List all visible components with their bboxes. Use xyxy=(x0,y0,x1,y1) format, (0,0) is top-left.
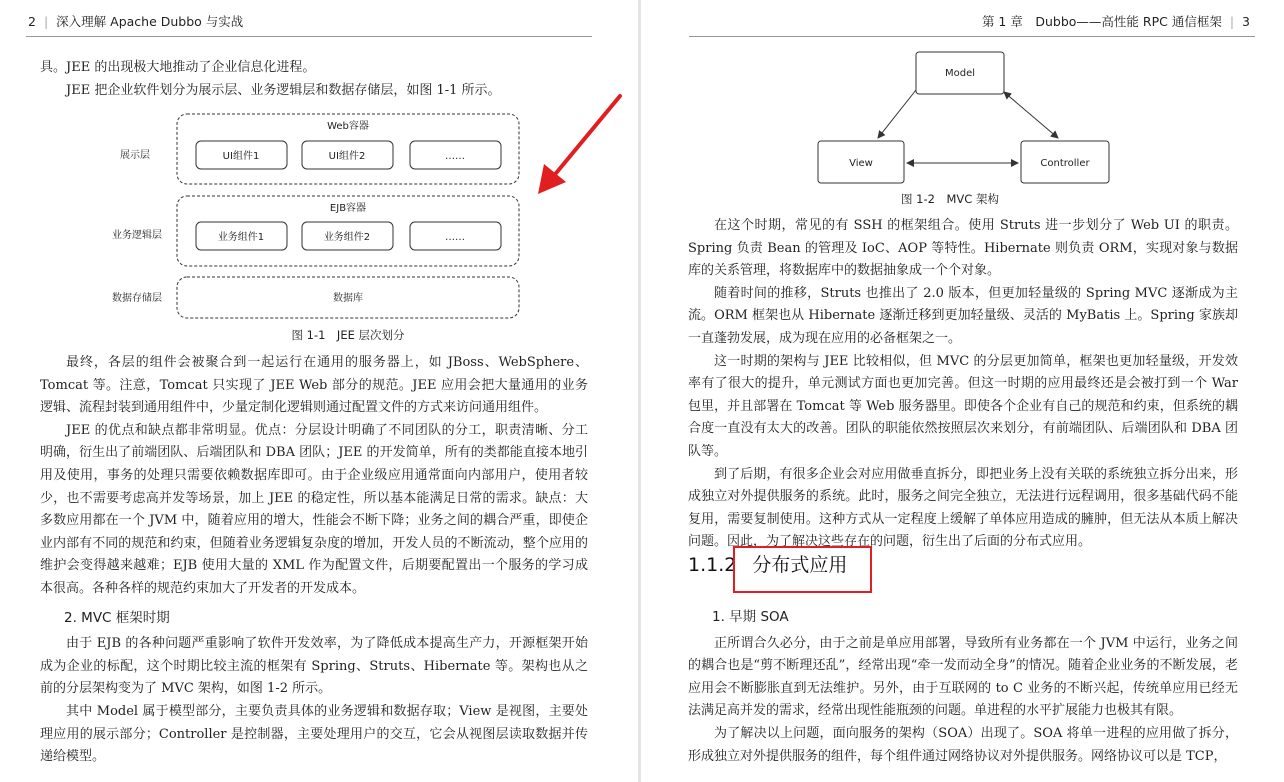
left-text-bottom xyxy=(40,352,588,769)
figure-1-2-caption: 图 1-2 MVC 架构 xyxy=(901,192,999,206)
ui-component-1-label: UI组件1 xyxy=(222,151,260,162)
controller-model-arrow xyxy=(1004,92,1058,138)
layer-label-presentation: 展示层 xyxy=(120,150,150,161)
left-header: 2 | 深入理解 Apache Dubbo 与实战 xyxy=(28,14,244,29)
paragraph: 其中 Model 属于模型部分，主要负责具体的业务逻辑和数据存取；View 是视图，主要处理应用的展示部分；Controller 是控制器，主要处理用户的交互，它会从视图层读取数据并传递给模型。 xyxy=(40,703,588,765)
left-header-rule xyxy=(26,36,592,37)
paragraph: 最终，各层的组件会被聚合到一起运行在通用的服务器上，如 JBoss、WebSphere、Tomcat 等。注意，Tomcat 只实现了 JEE Web 部分的规范。JEE 应用会把大量通用的业务逻辑、流程封装到通用组件中，少量定制化逻辑则通过配置文件的方式来访问通用组件。 xyxy=(40,355,588,416)
book-title: 深入理解 Apache Dubbo 与实战 xyxy=(56,14,244,29)
subheading-soa: 1. 早期 SOA xyxy=(712,609,789,625)
right-page-number: 3 xyxy=(1242,14,1250,29)
section-title: 分布式应用 xyxy=(752,554,848,576)
paragraph: JEE 的优点和缺点都非常明显。优点：分层设计明确了不同团队的分工，职责清晰、分工明确，衍生出了前端团队、后端团队和 DBA 团队；JEE 的开发简单，所有的类都能直接本地引用及使用，事务的处理只需要依赖数据库即可。由于企业级应用通常面向内部用户，使用者较少，也不需要考虑高并发等场景，加上 JEE 的稳定性，所以基本能满足日常的需求。缺点：大多数应用都在一个 JVM 中，随着应用的增大，性能会不断下降；业务之间的耦合严重，即使企业内部有不同的规范和约束，但随着业务逻辑复杂度的增加，开发人员的不断流动，整个应用的维护会变得越来越难；EJB 使用大量的 XML 作为配置文件，后期要配置出一个服务的学习成本很高。各种各样的规范约束加大了开发者的开发成本。 xyxy=(40,422,588,596)
business-component-more-label: …… xyxy=(445,232,465,243)
business-component-2-label: 业务组件2 xyxy=(323,232,371,243)
highlight-box xyxy=(733,546,872,593)
ejb-container-label: EJB容器 xyxy=(329,203,367,214)
business-component-1-label: 业务组件1 xyxy=(217,232,265,243)
layer-label-business: 业务逻辑层 xyxy=(112,230,162,241)
controller-label: Controller xyxy=(1040,158,1090,169)
figure-mvc xyxy=(810,50,1110,214)
figure-1-1-caption: 图 1-1 JEE 层次划分 xyxy=(291,328,405,342)
chapter-title: 第 1 章 Dubbo——高性能 RPC 通信框架 xyxy=(981,14,1222,29)
figure-jee-layers xyxy=(100,110,530,352)
model-label: Model xyxy=(944,68,976,79)
paragraph: 随着时间的推移，Struts 也推出了 2.0 版本，但更加轻量级的 Spring MVC 逐渐成为主流。ORM 框架也从 Hibernate 逐渐迁移到更加轻量级、灵活的 MyBatis 上。Spring 家族却一直蓬勃发展，成为现在应用的必备框架之一。 xyxy=(688,285,1238,346)
subheading-mvc: 2. MVC 框架时期 xyxy=(64,609,170,626)
ui-component-2-label: UI组件2 xyxy=(328,151,366,162)
ui-component-more-label: …… xyxy=(445,151,465,162)
layer-label-storage: 数据存储层 xyxy=(112,293,162,304)
paragraph: 由于 EJB 的各种问题严重影响了软件开发效率，为了降低成本提高生产力，开源框架开始成为企业的标配，这个时期比较主流的框架有 Spring、Struts、Hibernate 等。架构也从之前的分层架构变为了 MVC 架构，如图 1-2 所示。 xyxy=(40,636,588,697)
paragraph: 在这个时期，常见的有 SSH 的框架组合。使用 Struts 进一步划分了 Web UI 的职责。Spring 负责 Bean 的管理及 IoC、AOP 等特性。Hibernate 则负责 ORM，实现对象与数据库的关系管理，将数据库中的数据抽象成一个个对象。 xyxy=(688,218,1238,279)
paragraph: 到了后期，有很多企业会对应用做垂直拆分，即把业务上没有关联的系统独立拆分出来，形成独立对外提供服务的系统。此时，服务之间完全独立，无法进行远程调用，很多基础代码不能复用，需要复制使用。这种方式从一定程度上缓解了单体应用造成的臃肿，但无法从本质上解决问题。因此，为了解决这些存在的问题，衍生出了后面的分布式应用。 xyxy=(688,466,1238,550)
right-text-top xyxy=(688,215,1238,554)
paragraph: 具。JEE 的出现极大地推动了企业信息化进程。 xyxy=(40,60,316,75)
section-number: 1.1.2 xyxy=(688,554,737,576)
right-text-bottom xyxy=(688,606,1238,768)
left-page-number: 2 xyxy=(28,14,36,29)
database-label: 数据库 xyxy=(333,293,363,304)
paragraph: 为了解决以上问题，面向服务的架构（SOA）出现了。SOA 将单一进程的应用做了拆分，形成独立对外提供服务的组件，每个组件通过网络协议对外提供服务。网络协议可以是 TCP， xyxy=(688,725,1238,764)
annotation-arrow xyxy=(530,90,630,200)
web-container-label: Web容器 xyxy=(327,121,369,132)
paragraph: JEE 把企业软件划分为展示层、业务逻辑层和数据存储层，如图 1-1 所示。 xyxy=(66,82,501,98)
left-text-top xyxy=(40,57,588,102)
model-to-view-arrow xyxy=(878,90,916,138)
view-label: View xyxy=(849,158,873,169)
paragraph: 这一时期的架构与 JEE 比较相似，但 MVC 的分层更加简单，框架也更加轻量级，开发效率有了很大的提升，单元测试方面也更加完善。但这一时期的应用最终还是会被打到一个 War 包里，并且部署在 Tomcat 等 Web 服务器里。即使各个企业有自己的规范和约束，但系统的耦合度一直没有太大的改善。团队的职能依然按照层次来划分，有前端团队、后端团队和 DBA 团队等。 xyxy=(688,353,1238,459)
right-header: 第 1 章 Dubbo——高性能 RPC 通信框架 | 3 xyxy=(981,14,1250,29)
paragraph: 正所谓合久必分，由于之前是单应用部署，导致所有业务都在一个 JVM 中运行，业务之间的耦合也是“剪不断理还乱”，经常出现“牵一发而动全身”的情况。随着企业业务的不断发展，老应用会不断膨胀直到无法维护。另外，由于互联网的 to C 业务的不断兴起，传统单应用已经无法满足高并发的需求，经常出现性能瓶颈的问题。单进程的水平扩展能力也极其有限。 xyxy=(688,635,1238,719)
right-header-rule xyxy=(689,36,1255,37)
